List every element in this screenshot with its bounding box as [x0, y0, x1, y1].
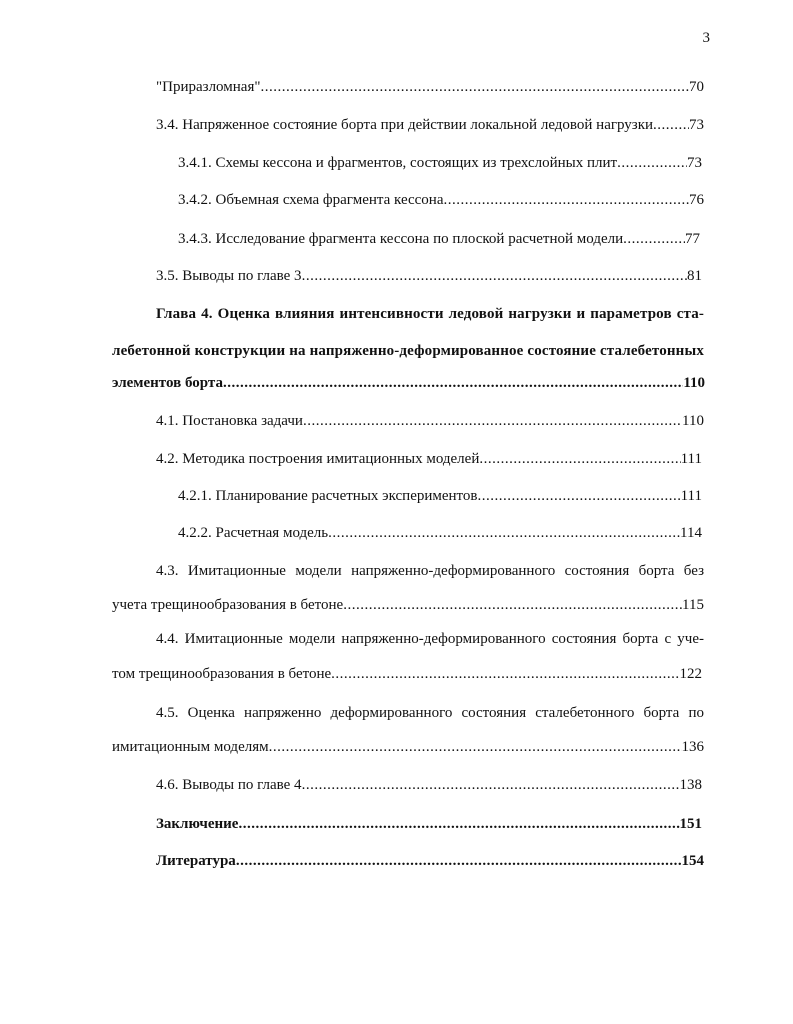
toc-entry-title: 3.4.1. Схемы кессона и фрагментов, состоящих из трехслойных плит — [178, 155, 618, 171]
toc-entry-title: 3.4.3. Исследование фрагмента кессона по плоской расчетной модели — [178, 231, 624, 247]
toc-entry-page: 73 — [689, 117, 704, 133]
toc-entry-title: Заключение — [156, 816, 239, 832]
toc-entry-title: "Приразломная" — [156, 79, 261, 95]
toc-entry[interactable] — [156, 412, 704, 430]
toc-leader — [223, 374, 683, 392]
toc-entry-title: том трещинообразования в бетоне — [112, 666, 332, 682]
toc-entry-page: 114 — [680, 525, 702, 541]
toc-entry-title: 4.2.2. Расчетная модель — [178, 525, 329, 541]
toc-entry[interactable] — [178, 524, 702, 542]
toc-entry-title: 4.6. Выводы по главе 4 — [156, 777, 302, 793]
toc-entry-title: 4.2. Методика построения имитационных моделей — [156, 451, 480, 467]
toc-entry[interactable] — [156, 116, 704, 134]
toc-entry[interactable] — [178, 487, 702, 505]
page-number: 3 — [702, 30, 710, 46]
toc-entry-line[interactable]: 4.5. Оценка напряженно деформированного состояния сталебетонного борта по — [156, 705, 704, 721]
toc-leader — [479, 450, 680, 468]
toc-entry-page: 111 — [680, 488, 702, 504]
toc-entry-page: 81 — [687, 268, 702, 284]
toc-entry-page: 115 — [682, 597, 704, 613]
toc-entry[interactable] — [112, 374, 705, 392]
toc-leader — [443, 191, 689, 209]
toc-leader — [653, 116, 689, 134]
toc-entry[interactable] — [156, 815, 702, 833]
toc-leader — [303, 412, 682, 430]
toc-entry-page: 76 — [689, 192, 704, 208]
toc-entry-page: 136 — [681, 739, 704, 755]
toc-entry-page: 110 — [683, 375, 705, 391]
toc-entry-title: учета трещинообразования в бетоне — [112, 597, 344, 613]
toc-entry-title: 4.1. Постановка задачи — [156, 413, 303, 429]
toc-leader — [343, 596, 682, 614]
toc-entry-title: элементов борта — [112, 375, 223, 391]
toc-entry[interactable] — [112, 665, 702, 683]
toc-entry[interactable] — [112, 596, 704, 614]
toc-leader — [236, 852, 682, 870]
toc-entry-title: 3.5. Выводы по главе 3 — [156, 268, 302, 284]
toc-entry[interactable] — [156, 450, 702, 468]
toc-entry-line[interactable]: 4.4. Имитационные модели напряженно-деформированного состояния борта с уче- — [156, 631, 704, 647]
toc-entry-page: 110 — [682, 413, 704, 429]
toc-leader — [269, 738, 682, 756]
toc-entry-page: 111 — [680, 451, 702, 467]
toc-entry[interactable] — [156, 776, 702, 794]
toc-leader — [302, 267, 687, 285]
toc-leader — [617, 154, 687, 172]
toc-entry-title: 4.2.1. Планирование расчетных экспериментов — [178, 488, 478, 504]
toc-leader — [331, 665, 679, 683]
toc-entry[interactable] — [178, 191, 704, 209]
toc-leader — [478, 487, 681, 505]
toc-entry-page: 151 — [679, 816, 702, 832]
toc-leader — [260, 78, 689, 96]
toc-entry-page: 154 — [681, 853, 704, 869]
toc-entry-page: 73 — [687, 155, 702, 171]
toc-leader — [302, 776, 680, 794]
toc-entry-page: 138 — [679, 777, 702, 793]
toc-leader — [623, 230, 685, 248]
toc-entry-page: 70 — [689, 79, 704, 95]
toc-entry-title: Литература — [156, 853, 236, 869]
toc-leader — [328, 524, 680, 542]
toc-entry[interactable] — [178, 154, 702, 172]
toc-leader — [238, 815, 679, 833]
toc-entry[interactable] — [178, 230, 700, 248]
toc-entry[interactable] — [156, 852, 704, 870]
toc-entry-title: имитационным моделям — [112, 739, 269, 755]
toc-entry-line[interactable]: 4.3. Имитационные модели напряженно-деформированного состояния борта без — [156, 563, 704, 579]
toc-entry-page: 122 — [679, 666, 702, 682]
toc-entry-title: 3.4.2. Объемная схема фрагмента кессона — [178, 192, 444, 208]
chapter-heading-line[interactable]: лебетонной конструкции на напряженно-деформированное состояние сталебетонных — [112, 343, 704, 359]
toc-entry-title: 3.4. Напряженное состояние борта при действии локальной ледовой нагрузки — [156, 117, 654, 133]
toc-entry-page: 77 — [685, 231, 700, 247]
toc-entry[interactable] — [156, 267, 702, 285]
toc-entry[interactable] — [112, 738, 704, 756]
chapter-heading-line[interactable]: Глава 4. Оценка влияния интенсивности ледовой нагрузки и параметров ста- — [156, 306, 704, 322]
toc-entry[interactable] — [156, 78, 704, 96]
